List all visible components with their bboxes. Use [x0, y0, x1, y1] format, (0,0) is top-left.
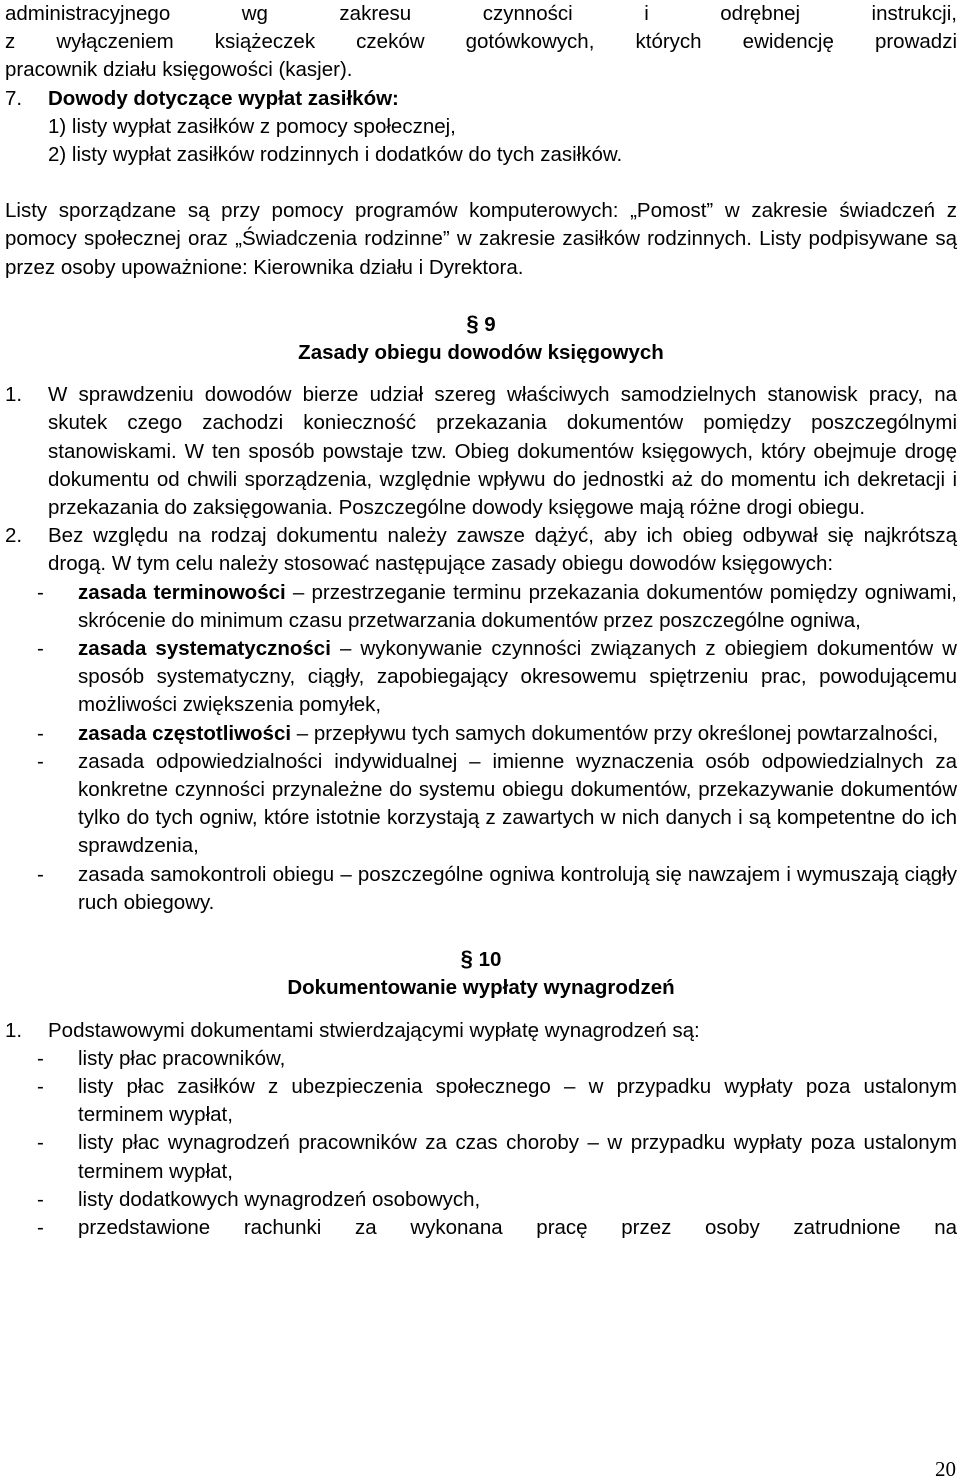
- doc-item: [5, 1186, 957, 1214]
- section-title: Dokumentowanie wypłaty wynagrodzeń: [287, 976, 675, 1000]
- rule-text: – wykonywanie czynności związanych z obiegiem dokumentów w sposób systematyczny, ciągły, zapobiegający okresowemu spiętrzeniu prac, powodującemu możliwości zwiększenia pomyłek,: [78, 637, 957, 717]
- list-item: [5, 381, 957, 522]
- rule-name: zasada częstotliwości: [78, 721, 292, 745]
- paragraph-listy: Listy sporządzane są przy pomocy programów komputerowych: „Pomost” w zakresie świadczeń z pomocy społecznej oraz „Świadczenia rodzinne” w zakresie zasiłków rodzinnych. Listy podpisywane są przez osoby upoważnione: Kierownika działu i Dyrektora.: [5, 199, 957, 279]
- doc-item-text: listy płac wynagrodzeń pracowników za czas choroby – w przypadku wypłaty poza ustalonym terminem wypłat,: [78, 1131, 957, 1183]
- doc-item: [5, 1129, 957, 1185]
- item-number: 2.: [5, 524, 23, 548]
- dash: -: [37, 637, 44, 661]
- sub-item: 2) listy wypłat zasiłków rodzinnych i dodatków do tych zasiłków.: [48, 143, 623, 167]
- doc-item-text: listy płac zasiłków z ubezpieczenia społecznego – w przypadku wypłaty poza ustalonym terminem wypłat,: [78, 1074, 957, 1127]
- text-line: z wyłączeniem książeczek czeków gotówkowych, których ewidencję prowadzi: [5, 30, 957, 54]
- document-page: [5, 0, 957, 1242]
- section-sign: §: [460, 946, 473, 972]
- doc-item: [5, 1214, 957, 1242]
- rule-text: – imienne wyznaczenia osób odpowiedzialnych za konkretne czynności przynależne do systemu obiegu dokumentów, przekazywanie dokumentów tylko do tych ogniw, które istotnie korzystają z zawartych w nich danych i są kompetentne do ich sprawdzenia,: [78, 749, 957, 858]
- item-number: 1.: [5, 1018, 23, 1042]
- rule-item: [5, 861, 957, 917]
- list-item: [5, 522, 957, 578]
- rule-text: – poszczególne ogniwa kontrolują się nawzajem i wymuszają ciągły ruch obiegowy.: [78, 862, 957, 914]
- doc-item-text: przedstawione rachunki za wykonana pracę przez osoby zatrudnione na: [78, 1215, 957, 1239]
- dash: -: [37, 721, 44, 745]
- item-number: 7.: [5, 86, 23, 110]
- section-sign: §: [466, 310, 479, 336]
- rule-text: – przepływu tych samych dokumentów przy określonej powtarzalności,: [291, 721, 939, 745]
- rule-item: [5, 635, 957, 720]
- dash: -: [37, 1074, 44, 1098]
- text-line: administracyjnego wg zakresu czynności i odrębnej instrukcji,: [5, 2, 957, 25]
- doc-item-text: listy dodatkowych wynagrodzeń osobowych,: [78, 1187, 481, 1211]
- text-line: pracownik działu księgowości (kasjer).: [5, 58, 353, 82]
- doc-item-text: listy płac pracowników,: [78, 1046, 286, 1070]
- item-text: Bez względu na rodzaj dokumentu należy zawsze dążyć, aby ich obieg odbywał się najkrótszą drogą. W tym celu należy stosować następujące zasady obiegu dowodów księgowych:: [48, 524, 957, 576]
- rule-item: [5, 748, 957, 861]
- section-title: Zasady obiegu dowodów księgowych: [298, 341, 664, 365]
- item-number: 1.: [5, 383, 23, 407]
- section-number: 9: [484, 312, 496, 336]
- doc-item: [5, 1045, 957, 1073]
- section-9-title-wrap: [5, 339, 957, 367]
- dash: -: [37, 1131, 44, 1155]
- rule-text: – przestrzeganie terminu przekazania dokumentów pomiędzy ogniwami, skrócenie do minimum czasu przetwarzania dokumentów przez poszczególne ogniwa,: [78, 580, 957, 632]
- section-10-title-wrap: [5, 974, 957, 1002]
- rule-item: [5, 579, 957, 635]
- doc-item: [5, 1073, 957, 1129]
- dash: -: [37, 749, 44, 773]
- rule-name: zasada systematyczności: [78, 637, 331, 661]
- dash: -: [37, 580, 44, 604]
- dash: -: [37, 862, 44, 886]
- dash: -: [37, 1215, 44, 1239]
- rule-item: [5, 720, 957, 748]
- rule-name: zasada samokontroli obiegu: [78, 862, 335, 886]
- section-10-heading: [5, 945, 957, 974]
- sub-item: 1) listy wypłat zasiłków z pomocy społecznej,: [48, 114, 456, 138]
- list-item-7: [5, 85, 957, 113]
- section-number: 10: [478, 948, 502, 972]
- item-title: Dowody dotyczące wypłat zasiłków:: [48, 86, 399, 110]
- dash: -: [37, 1046, 44, 1070]
- page-number: 20: [935, 1457, 956, 1481]
- list-item: [5, 1017, 957, 1045]
- item-text: W sprawdzeniu dowodów bierze udział szereg właściwych samodzielnych stanowisk pracy, na skutek czego zachodzi konieczność przekazania dokumentów pomiędzy poszczególnymi stanowiskami. W ten sposób powstaje tzw. Obieg dokumentów księgowych, który obejmuje drogę dokumentu od chwili sporządzenia, względnie wpływu do jednostki aż do momentu ich dekretacji i przekazania do zaksięgowania. Poszczególne dowody księgowe mają różne drogi obiegu.: [48, 383, 957, 520]
- rule-name: zasada terminowości: [78, 580, 286, 604]
- rule-name: zasada odpowiedzialności indywidualnej: [78, 749, 458, 773]
- dash: -: [37, 1187, 44, 1211]
- section-9-heading: [5, 310, 957, 339]
- item-text: Podstawowymi dokumentami stwierdzającymi wypłatę wynagrodzeń są:: [48, 1018, 700, 1042]
